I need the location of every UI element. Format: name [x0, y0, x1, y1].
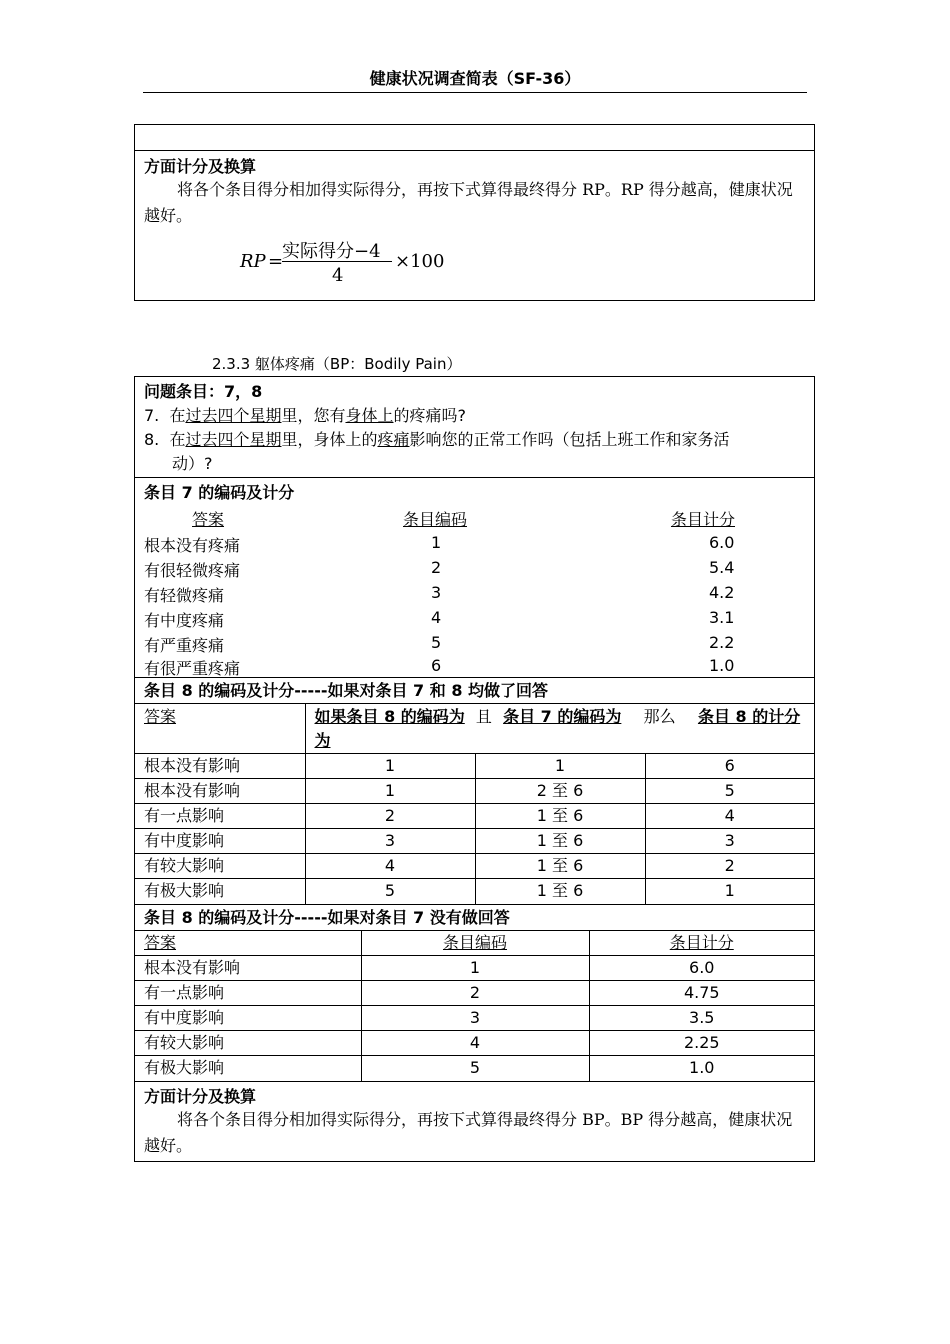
item8a-cell-score: 4 — [645, 804, 814, 829]
q7-num: 7. — [144, 406, 160, 425]
item8a-cell-answer: 有中度影响 — [135, 829, 305, 854]
item7-row-code: 3 — [431, 583, 442, 602]
item8b-cell-code: 5 — [361, 1056, 589, 1081]
item8a-header-condition — [305, 704, 814, 754]
item8b-header-score-text: 条目计分 — [669, 932, 734, 952]
page-header-title: 健康状况调查简表（SF-36） — [369, 69, 581, 88]
item8b-cell-score: 2.25 — [589, 1031, 814, 1056]
question-8 — [144, 428, 805, 476]
item8b-cell-answer: 根本没有影响 — [135, 956, 361, 981]
item7-header-code: 条目编码 — [403, 510, 468, 529]
item8a-cell-code7: 1 至 6 — [475, 854, 645, 879]
questions-block — [135, 377, 814, 478]
item8a-header-e: 条目 8 的计分为 — [314, 707, 801, 750]
q8-post: 影响您的正常工作吗（包括上班工作和家务活动）? — [172, 430, 730, 473]
item8a-cell-answer: 有极大影响 — [135, 879, 305, 904]
item8a-title: 条目 8 的编码及计分-----如果对条目 7 和 8 均做了回答 — [135, 678, 814, 704]
item8a-cell-code7: 2 至 6 — [475, 779, 645, 804]
item7-row-answer: 根本没有疼痛 — [144, 536, 241, 555]
item7-row-score: 1.0 — [709, 656, 735, 675]
item7-row-code: 4 — [431, 608, 442, 627]
table-row — [135, 829, 814, 854]
item8a-cell-code8: 4 — [305, 854, 475, 879]
item8b-cell-score: 1.0 — [589, 1056, 814, 1081]
table-row — [135, 1031, 814, 1056]
q7-mid: 里，您有 — [281, 406, 346, 425]
item8b-cell-code: 2 — [361, 981, 589, 1006]
item7-header-answer: 答案 — [192, 510, 225, 529]
item7-row-code: 5 — [431, 633, 442, 652]
item7-row-score: 5.4 — [709, 558, 735, 577]
item8a-cell-code7: 1 至 6 — [475, 879, 645, 904]
item8b-cell-code: 4 — [361, 1031, 589, 1056]
formula-lhs: RP — [240, 251, 266, 272]
formula-numerator: 实际得分−4 — [282, 241, 381, 262]
item8a-cell-code8: 1 — [305, 754, 475, 779]
item7-row-score: 3.1 — [709, 608, 735, 627]
questions-title: 问题条目：7，8 — [144, 382, 263, 401]
q7-underline-2: 身体上 — [345, 406, 394, 425]
item8a-cell-answer: 根本没有影响 — [135, 779, 305, 804]
item8b-cell-score: 6.0 — [589, 956, 814, 981]
item8b-cell-answer: 有较大影响 — [135, 1031, 361, 1056]
empty-row — [135, 125, 814, 151]
bp-final-text: 将各个条目得分相加得实际得分，再按下式算得最终得分 BP。BP 得分越高，健康状况越好。 — [144, 1109, 793, 1155]
item8b-header-answer — [135, 931, 361, 956]
bp-final-title: 方面计分及换算 — [144, 1086, 257, 1106]
q8-underline-1: 过去四个星期 — [185, 430, 282, 449]
item8a-cell-code7: 1 至 6 — [475, 804, 645, 829]
item8a-header-d: 那么 — [643, 707, 676, 726]
item8a-table — [135, 704, 814, 905]
item7-title: 条目 7 的编码及计分 — [144, 483, 295, 502]
item8b-header-answer-text: 答案 — [144, 932, 177, 952]
item8a-header-b: 且 — [475, 707, 492, 726]
item7-row-answer: 有严重疼痛 — [144, 636, 225, 655]
table-row — [135, 804, 814, 829]
item8b-table — [135, 931, 814, 1082]
item7-row-score: 4.2 — [709, 583, 735, 602]
item8a-cell-code7: 1 — [475, 754, 645, 779]
rp-section-title: 方面计分及换算 — [144, 157, 257, 176]
q8-mid: 里，身体上的 — [281, 430, 378, 449]
item7-row-code: 1 — [431, 533, 442, 552]
item8b-header-score — [589, 931, 814, 956]
formula-rhs: ×100 — [395, 251, 445, 272]
item8a-cell-score: 5 — [645, 779, 814, 804]
item7-row-score: 6.0 — [709, 533, 735, 552]
item8a-header-answer — [135, 704, 305, 754]
item8a-cell-code8: 1 — [305, 779, 475, 804]
item7-block — [135, 478, 814, 678]
table-row — [135, 879, 814, 904]
item8a-cell-score: 6 — [645, 754, 814, 779]
q8-num: 8. — [144, 430, 160, 449]
item8a-cell-code8: 2 — [305, 804, 475, 829]
item8b-cell-code: 1 — [361, 956, 589, 981]
rp-section-text: 将各个条目得分相加得实际得分，再按下式算得最终得分 RP。RP 得分越高，健康状况越好。 — [144, 180, 793, 225]
item8b-title: 条目 8 的编码及计分-----如果对条目 7 没有做回答 — [135, 905, 814, 931]
item7-row-code: 6 — [431, 656, 442, 675]
rp-scoring-box — [134, 124, 815, 301]
q7-post: 的疼痛吗? — [393, 406, 466, 425]
table-row — [135, 779, 814, 804]
table-row — [135, 1056, 814, 1081]
table-row — [135, 981, 814, 1006]
q7-underline-1: 过去四个星期 — [185, 406, 282, 425]
item7-row-code: 2 — [431, 558, 442, 577]
item8b-cell-code: 3 — [361, 1006, 589, 1031]
formula-eq: = — [268, 251, 284, 272]
item8a-header-answer-text: 答案 — [144, 707, 177, 726]
item8b-header-code-text: 条目编码 — [442, 932, 507, 952]
header-rule — [143, 92, 807, 93]
question-7 — [144, 404, 805, 428]
bp-final-block — [135, 1082, 814, 1159]
item8a-cell-score: 2 — [645, 854, 814, 879]
item8a-cell-code8: 5 — [305, 879, 475, 904]
bp-section-heading: 2.3.3 躯体疼痛（BP：Bodily Pain） — [212, 355, 462, 373]
item8a-cell-score: 1 — [645, 879, 814, 904]
q8-underline-2: 疼痛 — [377, 430, 410, 449]
item7-row-answer: 有轻微疼痛 — [144, 586, 225, 605]
bp-scoring-box — [134, 376, 815, 1162]
item8b-cell-score: 3.5 — [589, 1006, 814, 1031]
item8b-cell-answer: 有中度影响 — [135, 1006, 361, 1031]
item7-row-answer: 有很严重疼痛 — [144, 659, 241, 678]
table-row — [135, 854, 814, 879]
q8-pre: 在 — [169, 430, 186, 449]
item8a-cell-code8: 3 — [305, 829, 475, 854]
item7-row-score: 2.2 — [709, 633, 735, 652]
fraction-bar — [282, 261, 392, 262]
table-row — [135, 956, 814, 981]
item8a-header-c: 条目 7 的编码为 — [503, 707, 622, 726]
item8a-cell-answer: 根本没有影响 — [135, 754, 305, 779]
item7-row-answer: 有中度疼痛 — [144, 611, 225, 630]
item8b-cell-answer: 有一点影响 — [135, 981, 361, 1006]
q7-pre: 在 — [169, 406, 186, 425]
item8a-cell-answer: 有较大影响 — [135, 854, 305, 879]
item8b-header-code — [361, 931, 589, 956]
item7-header-score: 条目计分 — [671, 510, 736, 529]
formula-denominator: 4 — [332, 265, 344, 286]
item7-row-answer: 有很轻微疼痛 — [144, 561, 241, 580]
item8a-cell-code7: 1 至 6 — [475, 829, 645, 854]
table-row — [135, 1006, 814, 1031]
item8a-header-a: 如果条目 8 的编码为 — [314, 707, 465, 726]
item8a-cell-score: 3 — [645, 829, 814, 854]
item8b-cell-answer: 有极大影响 — [135, 1056, 361, 1081]
table-row — [135, 754, 814, 779]
item8b-cell-score: 4.75 — [589, 981, 814, 1006]
item8a-cell-answer: 有一点影响 — [135, 804, 305, 829]
